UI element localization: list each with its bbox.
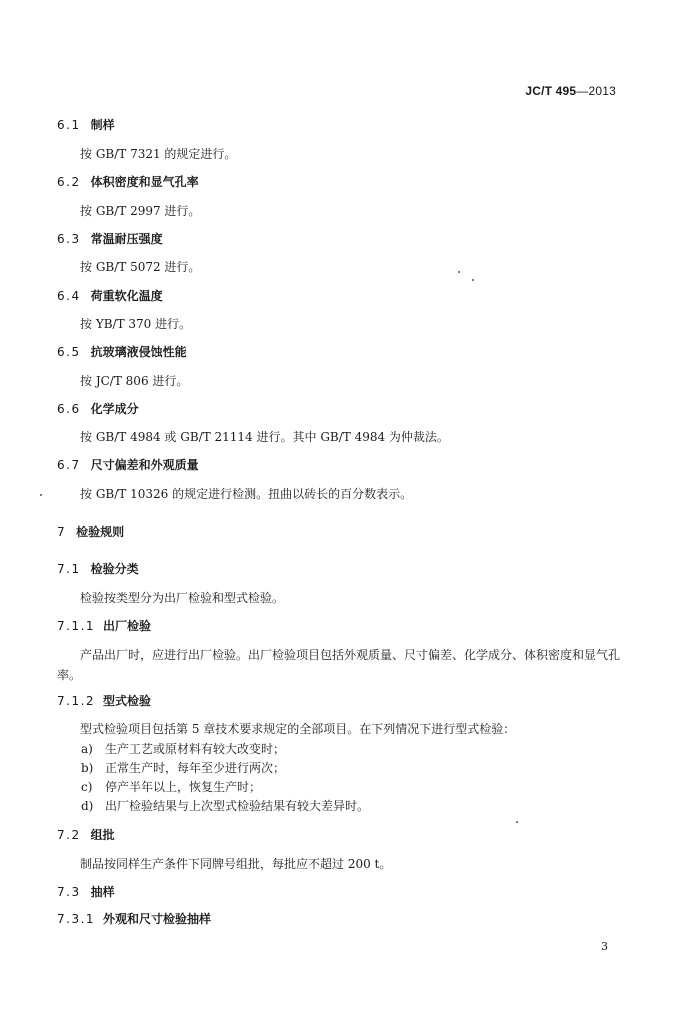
section-title: 荷重软化温度 <box>90 289 163 303</box>
list-marker: b) <box>81 761 94 775</box>
section-body-6-3: 按 GB/T 5072 进行。 <box>80 260 201 274</box>
list-item-text: 生产工艺或原材料有较大改变时； <box>105 742 286 756</box>
scan-speck <box>516 821 518 823</box>
section-title: 常温耐压强度 <box>90 232 163 246</box>
section-body-7-1-2: 型式检验项目包括第 5 章技术要求规定的全部项目。在下列情况下进行型式检验： <box>80 722 516 736</box>
section-number: 6.7 <box>57 458 81 472</box>
list-item <box>81 741 285 757</box>
chapter-number: 7 <box>57 525 67 539</box>
section-title: 体积密度和显气孔率 <box>90 175 199 189</box>
section-body-7-1: 检验按类型分为出厂检验和型式检验。 <box>80 591 285 605</box>
section-title: 抗玻璃液侵蚀性能 <box>90 345 187 359</box>
list-marker: c) <box>81 780 93 794</box>
section-body-6-1: 按 GB/T 7321 的规定进行。 <box>80 147 237 161</box>
section-number: 7.3 <box>57 885 81 899</box>
list-item-text: 出厂检验结果与上次型式检验结果有较大差异时。 <box>105 799 370 813</box>
section-heading-6-5 <box>57 344 187 360</box>
section-number: 6.5 <box>57 345 81 359</box>
list-item-text: 正常生产时，每年至少进行两次； <box>105 761 286 775</box>
section-number: 6.3 <box>57 232 81 246</box>
list-marker: d) <box>81 799 94 813</box>
section-title: 制样 <box>90 118 115 132</box>
section-body-6-5: 按 JC/T 806 进行。 <box>80 374 189 388</box>
chapter-heading-7 <box>57 524 124 540</box>
scan-speck <box>40 494 42 496</box>
section-number: 7.1.2 <box>57 694 96 708</box>
scan-speck <box>472 279 474 281</box>
list-marker: a) <box>81 742 93 756</box>
section-heading-6-6 <box>57 401 139 417</box>
section-number: 6.1 <box>57 118 81 132</box>
section-number: 7.1.1 <box>57 619 96 633</box>
section-heading-6-1 <box>57 117 115 133</box>
section-heading-7-1-1 <box>57 618 151 634</box>
section-title: 抽样 <box>90 885 115 899</box>
section-heading-7-2 <box>57 827 115 843</box>
section-title: 检验分类 <box>90 562 139 576</box>
list-item <box>81 779 261 795</box>
section-number: 6.2 <box>57 175 81 189</box>
section-number: 6.6 <box>57 402 81 416</box>
section-body-7-1-1: 产品出厂时，应进行出厂检验。出厂检验项目包括外观质量、尺寸偏差、化学成分、体积密度和显气孔率。 <box>57 648 621 682</box>
section-title: 外观和尺寸检验抽样 <box>103 912 212 926</box>
section-number: 7.3.1 <box>57 912 96 926</box>
section-heading-7-3-1 <box>57 911 211 927</box>
section-title: 组批 <box>90 828 115 842</box>
standard-code: JC/T 495 <box>525 84 577 98</box>
standard-code-header <box>525 84 616 98</box>
section-heading-6-4 <box>57 288 163 304</box>
standard-year: —2013 <box>576 84 616 98</box>
scan-speck <box>458 271 460 273</box>
section-body-6-4: 按 YB/T 370 进行。 <box>80 317 192 331</box>
section-heading-7-1 <box>57 561 139 577</box>
section-body-6-2: 按 GB/T 2997 进行。 <box>80 204 201 218</box>
section-body-6-7: 按 GB/T 10326 的规定进行检测。扭曲以砖长的百分数表示。 <box>80 487 413 501</box>
section-number: 6.4 <box>57 289 81 303</box>
section-heading-7-1-2 <box>57 693 151 709</box>
page-number: 3 <box>601 940 608 953</box>
section-heading-7-3 <box>57 884 115 900</box>
section-heading-6-2 <box>57 174 199 190</box>
list-item <box>81 760 285 776</box>
section-title: 出厂检验 <box>103 619 152 633</box>
section-heading-6-7 <box>57 457 199 473</box>
chapter-title: 检验规则 <box>76 525 125 539</box>
section-title: 型式检验 <box>103 694 152 708</box>
section-number: 7.2 <box>57 828 81 842</box>
section-number: 7.1 <box>57 562 81 576</box>
section-body-7-2: 制品按同样生产条件下同牌号组批，每批应不超过 200 t。 <box>80 857 392 871</box>
list-item-text: 停产半年以上，恢复生产时； <box>105 780 262 794</box>
section-title: 化学成分 <box>90 402 139 416</box>
section-heading-6-3 <box>57 231 163 247</box>
section-title: 尺寸偏差和外观质量 <box>90 458 199 472</box>
section-body-6-6: 按 GB/T 4984 或 GB/T 21114 进行。其中 GB/T 4984 为仲裁法。 <box>80 430 449 444</box>
list-item <box>81 798 369 814</box>
